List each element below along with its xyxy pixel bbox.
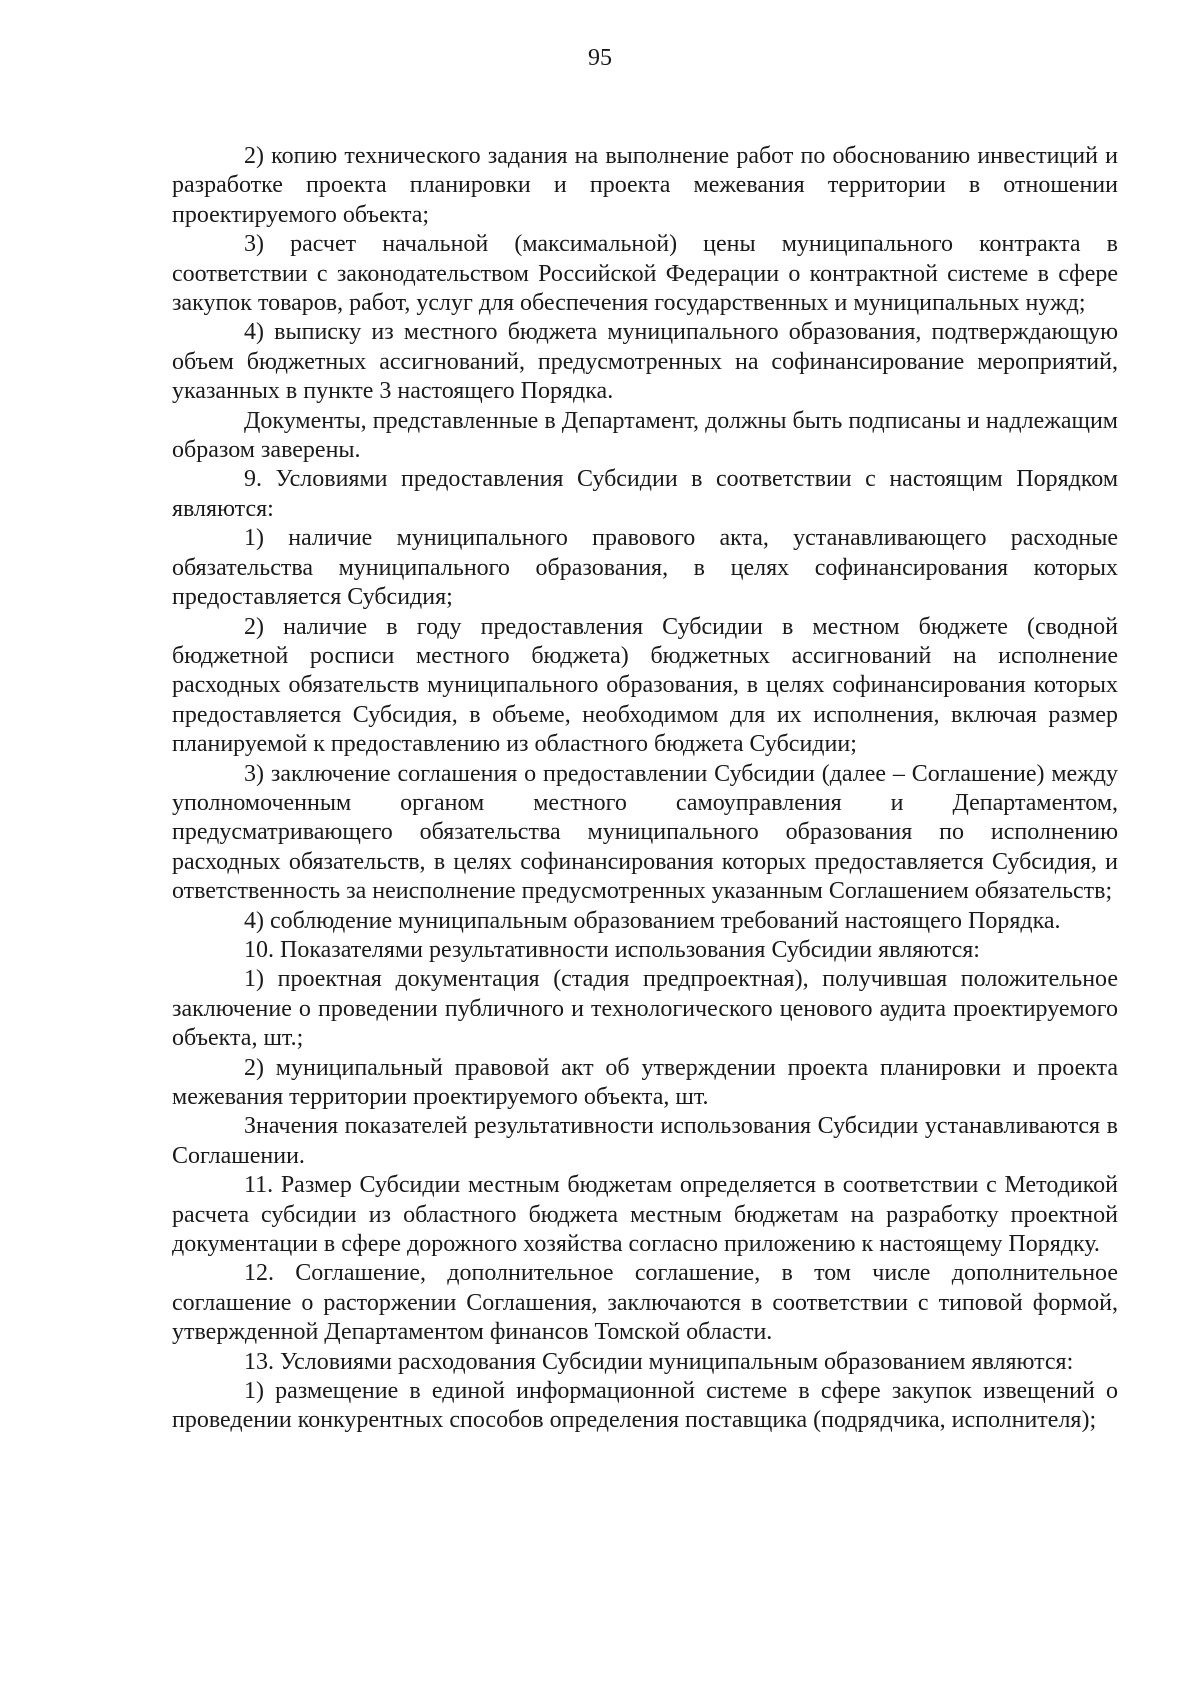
paragraph: 1) наличие муниципального правового акта, устанавливающего расходные обязательства муниципального образования, в целях софинансирования которых предоставляется Субсидия; — [172, 525, 1118, 611]
paragraph: 1) проектная документация (стадия предпроектная), получившая положительное заключение о проведении публичного и технологического ценового аудита проектируемого объекта, шт.; — [172, 966, 1118, 1052]
paragraph: 3) заключение соглашения о предоставлении Субсидии (далее – Соглашение) между уполномоченным органом местного самоуправления и Департаментом, предусматривающего обязательства муниципального образования по исполнению расходных обязательств, в целях софинансирования которых предоставляется Субсидия, и ответственность за неисполнение предусмотренных указанным Соглашением обязательств; — [172, 760, 1118, 905]
paragraph: Значения показателей результативности использования Субсидии устанавливаются в Соглашении. — [172, 1113, 1118, 1169]
page-number: 95 — [588, 45, 612, 71]
paragraph: 11. Размер Субсидии местным бюджетам определяется в соответствии с Методикой расчета субсидии из областного бюджета местным бюджетам на разработку проектной документации в сфере дорожного хозяйства согласно приложению к настоящему Порядку. — [172, 1172, 1118, 1258]
paragraph: 2) наличие в году предоставления Субсидии в местном бюджете (сводной бюджетной росписи местного бюджета) бюджетных ассигнований на исполнение расходных обязательств муниципального образования, в целях софинансирования которых предоставляется Субсидия, в объеме, необходимом для их исполнения, включая размер планируемой к предоставлению из областного бюджета Субсидии; — [172, 613, 1118, 758]
paragraph: 4) соблюдение муниципальным образованием требований настоящего Порядка. — [244, 907, 1061, 934]
paragraph: 12. Соглашение, дополнительное соглашение, в том числе дополнительное соглашение о расторжении Соглашения, заключаются в соответствии с типовой формой, утвержденной Департаментом финансов Томской области. — [172, 1260, 1118, 1346]
paragraph: 13. Условиями расходования Субсидии муниципальным образованием являются: — [244, 1348, 1074, 1375]
paragraph: 3) расчет начальной (максимальной) цены муниципального контракта в соответствии с законодательством Российской Федерации о контрактной системе в сфере закупок товаров, работ, услуг для обеспечения государственных и муниципальных нужд; — [172, 231, 1118, 317]
paragraph: 10. Показателями результативности использования Субсидии являются: — [244, 936, 980, 963]
paragraph: Документы, представленные в Департамент, должны быть подписаны и надлежащим образом заверены. — [172, 407, 1118, 464]
paragraph: 2) копию технического задания на выполнение работ по обоснованию инвестиций и разработке проекта планировки и проекта межевания территории в отношении проектируемого объекта; — [172, 143, 1118, 228]
paragraph: 1) размещение в единой информационной системе в сфере закупок извещений о проведении конкурентных способов определения поставщика (подрядчика, исполнителя); — [172, 1378, 1118, 1434]
paragraph: 4) выписку из местного бюджета муниципального образования, подтверждающую объем бюджетных ассигнований, предусмотренных на софинансирование мероприятий, указанных в пункте 3 настоящего Порядка. — [172, 319, 1118, 405]
document-body — [172, 142, 1118, 1436]
paragraph: 9. Условиями предоставления Субсидии в соответствии с настоящим Порядком являются: — [172, 466, 1118, 522]
paragraph: 2) муниципальный правовой акт об утверждении проекта планировки и проекта межевания территории проектируемого объекта, шт. — [172, 1054, 1118, 1110]
